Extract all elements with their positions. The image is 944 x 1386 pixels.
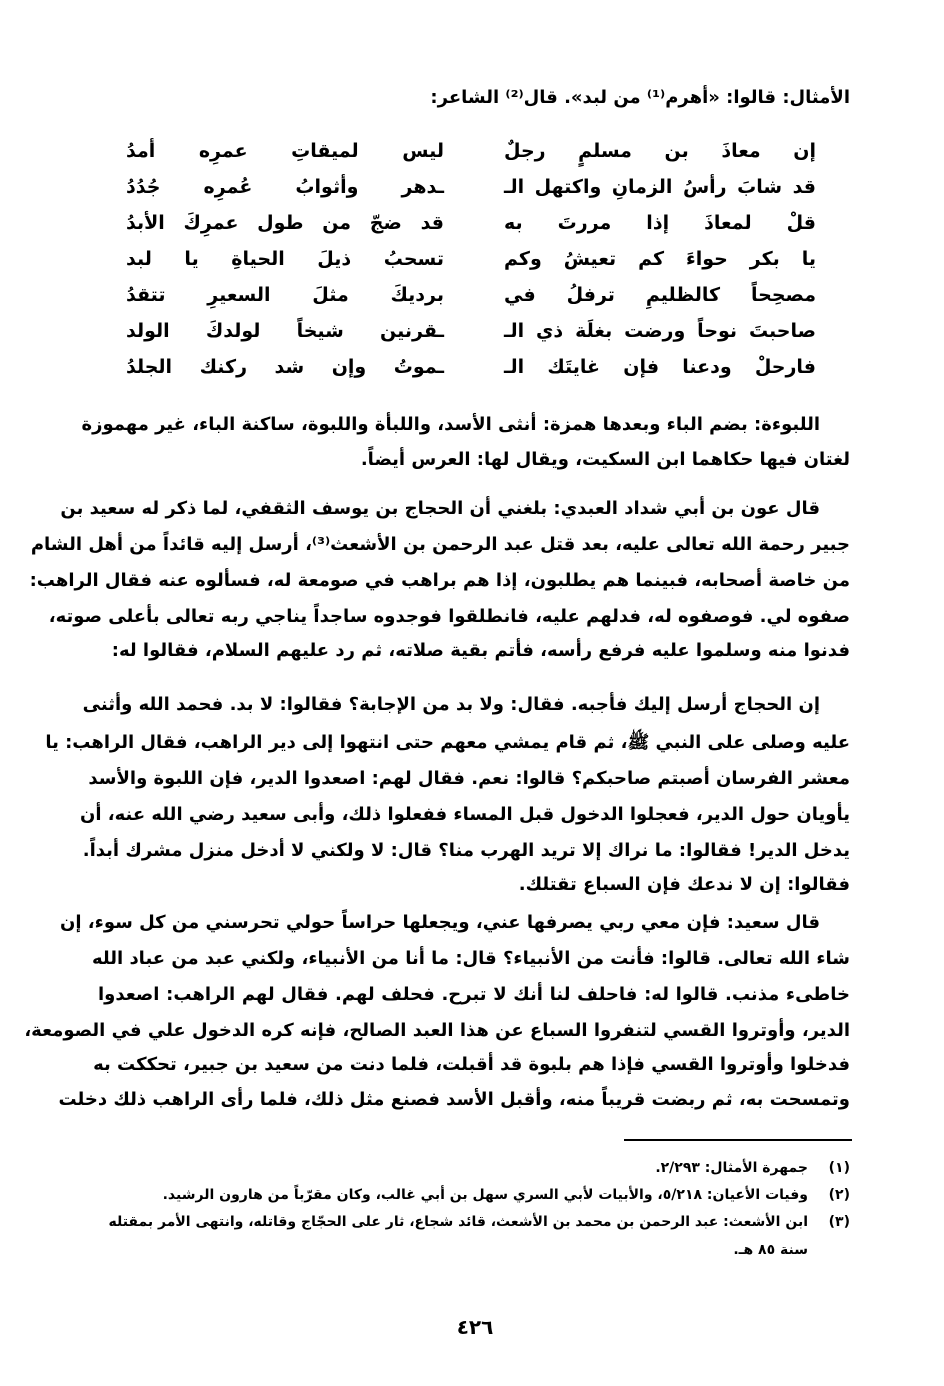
paragraph-line: يدخل الدير! فقالوا: ما نراك إلا تريد الهرب منا؟ قال: لا ولكني لا أدخل منزل مشرك أبداً. bbox=[82, 840, 850, 861]
paragraph-line: وتمسحت به، ثم ربضت قريباً منه، وأقبل الأسد فصنع مثل ذلك، فلما رأى الراهب ذلك دخلت bbox=[58, 1089, 850, 1110]
footnote-number: (٢) bbox=[828, 1187, 850, 1203]
hemistich-left: تسحبُ ذيلَ الحياةِ يا لبد bbox=[126, 248, 444, 270]
footnote-text: جمهرة الأمثال: ٢/٢٩٣. bbox=[655, 1160, 808, 1176]
paragraph-line: يأويان حول الدير، فعجلوا الدخول قبل المساء ففعلوا ذلك، وأبى سعيد رضي الله عنه، أن bbox=[79, 804, 850, 825]
poem-verse bbox=[126, 315, 816, 347]
paragraph-line: من خاصة أصحابه، فبينما هم يطلبون، إذا هم براهب في صومعة له، فسألوه عنه فقال الراهب: bbox=[29, 570, 850, 591]
paragraph-line: عليه وصلى على النبي ﷺ، ثم قام يمشي معهم حتى انتهوا إلى دير الراهب، فقال الراهب: يا bbox=[45, 732, 850, 753]
footnote-text: ابن الأشعث: عبد الرحمن بن محمد بن الأشعث، قائد شجاع، ثار على الحجّاج وقاتله، وانتهى الأمر بمقتله bbox=[108, 1214, 808, 1230]
hemistich-right: مصحِحاً كالظليمِ ترفلُ في bbox=[504, 284, 816, 306]
poem-verse bbox=[126, 135, 816, 167]
footnote bbox=[98, 1183, 850, 1207]
paragraph-line: لغتان فيها حكاهما ابن السكيت، ويقال لها: العرس أيضاً. bbox=[360, 449, 850, 470]
poem-verse bbox=[126, 279, 816, 311]
paragraph-line: الدير، وأوتروا القسي لتنفروا السباع عن هذا العبد الصالح، فإنه كره الدخول علي في الصومعة، bbox=[24, 1020, 850, 1041]
paragraph-line: اللبوءة: بضم الباء وبعدها همزة: أنثى الأسد، واللبأة واللبوة، ساكنة الباء، غير مهموزة bbox=[81, 414, 820, 435]
hemistich-left: ـقرنين شيخاً لولدكَ الولد bbox=[126, 320, 444, 342]
footnote-number: (٣) bbox=[828, 1214, 850, 1230]
paragraph-line: فدخلوا وأوتروا القسي فإذا هم بلبوة قد أقبلت، فلما دنت من سعيد بن جبير، تحككت به bbox=[93, 1054, 850, 1075]
hemistich-left: برديكَ مثلَ السعيرِ تتقدُ bbox=[126, 284, 444, 306]
hemistich-left: ـدهر وأثوابُ عُمرِه جُدُدُ bbox=[126, 176, 444, 198]
poem-verse bbox=[126, 243, 816, 275]
hemistich-right: فارحلْ ودعنا فإن غايتَك الـ bbox=[504, 356, 816, 378]
footnote-number: (١) bbox=[828, 1160, 850, 1176]
paragraph-line: معشر الفرسان أصبتم صاحبكم؟ قالوا: نعم. فقال لهم: اصعدوا الدير، فإن اللبوة والأسد bbox=[88, 768, 850, 789]
hemistich-left: ـموتُ وإن شد ركنك الجلدُ bbox=[126, 356, 444, 378]
paragraph-line: فدنوا منه وسلموا عليه فرفع رأسه، فأتم بقية صلاته، ثم رد عليهم السلام، فقالوا له: bbox=[111, 640, 850, 661]
hemistich-right: يا بكر حواءَ كم تعيشُ وكم bbox=[504, 248, 816, 270]
footnote bbox=[98, 1156, 850, 1180]
paragraph-line: قال سعيد: فإن معي ربي يصرفها عني، ويجعلها حراساً حولي تحرسني من كل سوء، إن bbox=[60, 912, 820, 933]
paragraph-line: قال عون بن أبي شداد العبدي: بلغني أن الحجاج بن يوسف الثقفي، لما ذكر له سعيد بن bbox=[60, 498, 820, 519]
hemistich-right: قد شابَ رأسُ الزمانِ واكتهل الـ bbox=[504, 176, 816, 198]
hemistich-left: ليس لميقاتِ عمرِه أمدُ bbox=[126, 140, 444, 162]
poem-verse bbox=[126, 351, 816, 383]
hemistich-left: قد ضجّ من طول عمرِكَ الأبدُ bbox=[126, 212, 444, 234]
header-line: الأمثال: قالوا: «أهرم⁽¹⁾ من لبد». قال⁽²⁾ الشاعر: bbox=[430, 87, 850, 108]
paragraph-line: صفوه لي. فوصفوه له، فدلهم عليه، فانطلقوا فوجدوه ساجداً يناجي ربه تعالى بأعلى صوته، bbox=[48, 606, 850, 627]
page-number: ٤٢٦ bbox=[456, 1315, 494, 1339]
hemistich-right: إن معاذَ بن مسلمٍ رجلٌ bbox=[504, 140, 816, 162]
footnote-continuation: سنة ٨٥ هـ. bbox=[733, 1242, 808, 1258]
hemistich-right: صاحبتَ نوحاً ورضت بغلَة ذي الـ bbox=[504, 320, 816, 342]
paragraph-line: إن الحجاج أرسل إليك فأجبه. فقال: ولا بد من الإجابة؟ فقالوا: لا بد. فحمد الله وأثنى bbox=[82, 694, 820, 715]
paragraph-line: خاطىء مذنب. قالوا له: فاحلف لنا أنك لا تبرح. فحلف لهم. فقال لهم الراهب: اصعدوا bbox=[98, 984, 850, 1005]
poem-verse bbox=[126, 207, 816, 239]
footnote-text: وفيات الأعيان: ٥/٢١٨، والأبيات لأبي السري سهل بن أبي غالب، وكان مقرّباً من هارون الرشيد. bbox=[162, 1187, 808, 1203]
paragraph-line: جبير رحمة الله تعالى عليه، بعد قتل عبد الرحمن بن الأشعث⁽³⁾، أرسل إليه قائداً من أهل الشام bbox=[30, 534, 850, 555]
footnote bbox=[98, 1210, 850, 1234]
paragraph-line: فقالوا: إن لا ندعك فإن السباع تقتلك. bbox=[518, 874, 850, 895]
poem-verse bbox=[126, 171, 816, 203]
hemistich-right: قلْ لمعاذَ إذا مررتَ به bbox=[504, 212, 816, 234]
paragraph-line: شاء الله تعالى. قالوا: فأنت من الأنبياء؟ قال: ما أنا من الأنبياء، ولكني عبد من عباد الله bbox=[91, 948, 850, 969]
footnote-divider bbox=[624, 1139, 852, 1141]
